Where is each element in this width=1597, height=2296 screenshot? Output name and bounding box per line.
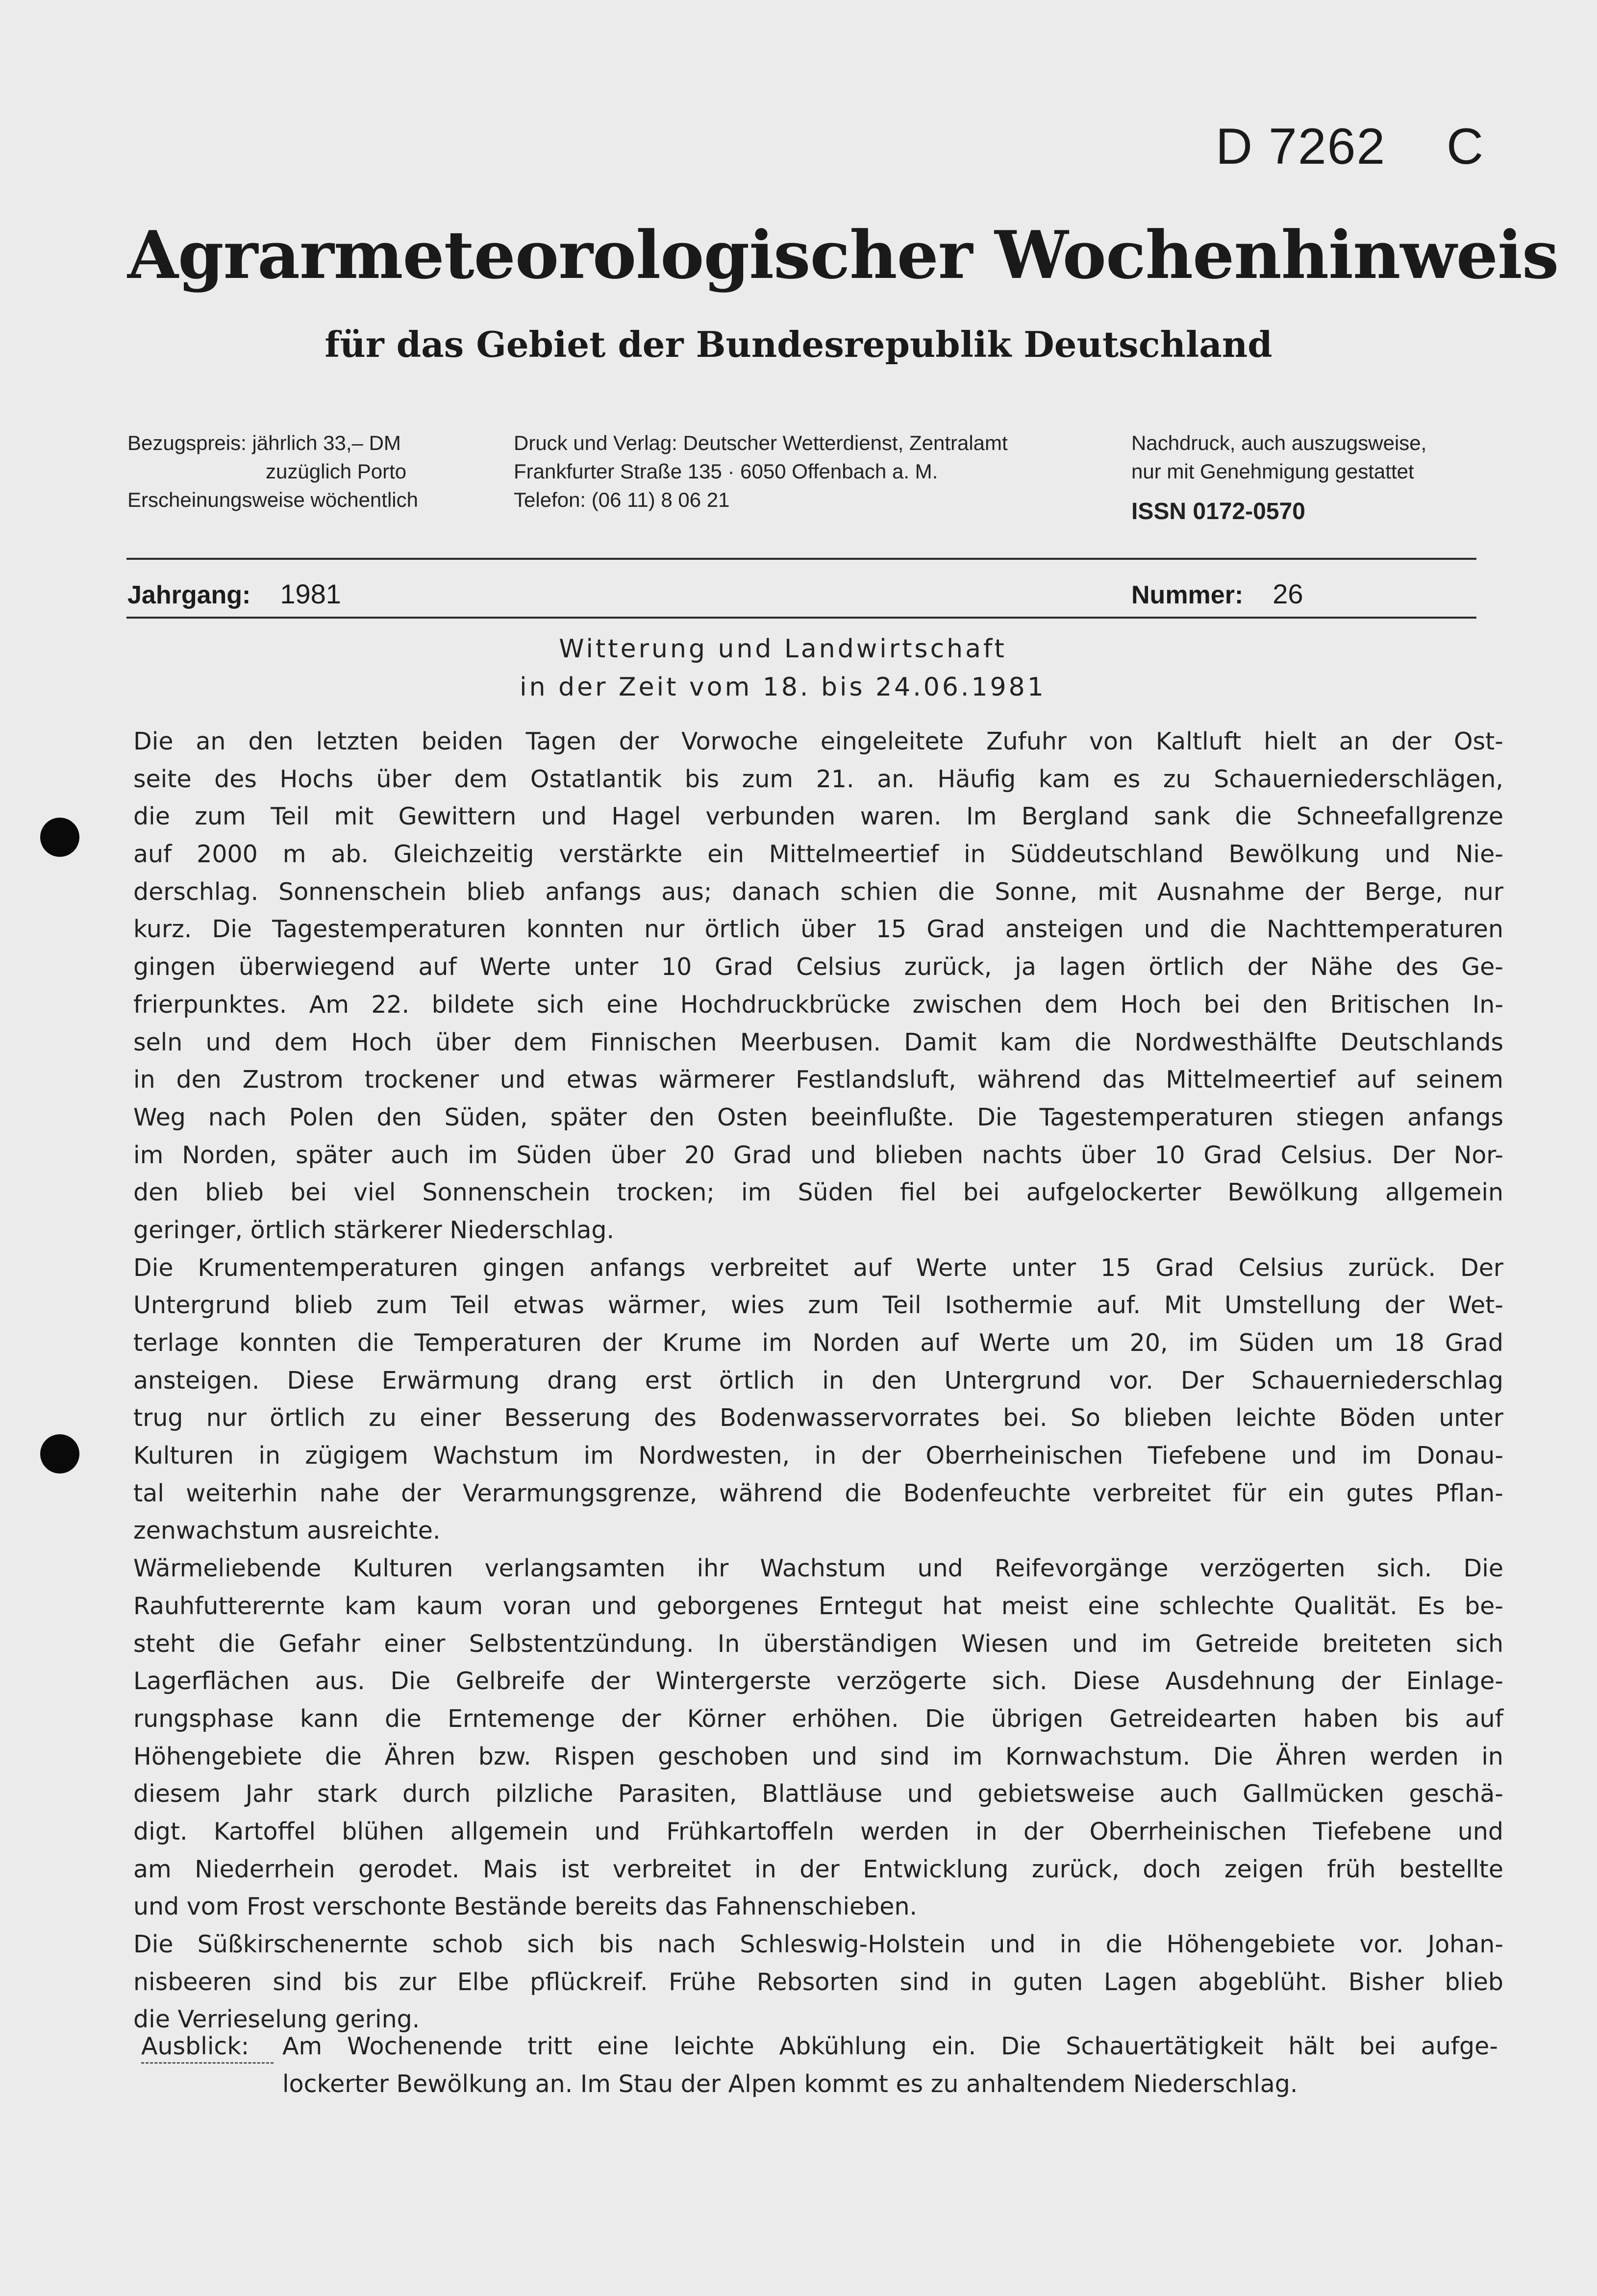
volume-label: Jahrgang: (127, 581, 251, 609)
section-title: Witterung und Landwirtschaft (559, 634, 1007, 664)
outlook-text (282, 2028, 1498, 2103)
permission-line: nur mit Genehmigung gestattet (1131, 460, 1414, 483)
body-line: Die Krumentemperaturen gingen anfangs verbreitet auf Werte unter 15 Grad Celsius zurück. Der (133, 1253, 1503, 1282)
body-line: den blieb bei viel Sonnenschein trocken; im Süden fiel bei aufgelockerter Bewölkung allgemein (133, 1178, 1503, 1207)
body-line: geringer, örtlich stärkerer Niederschlag. (133, 1216, 615, 1244)
outlook-label-underline (141, 2062, 274, 2064)
report-body (133, 723, 1503, 2039)
body-line: seite des Hochs über dem Ostatlantik bis zum 21. an. Häufig kam es zu Schauerniederschlägen, (133, 765, 1503, 793)
body-line: im Norden, später auch im Süden über 20 Grad und blieben nachts über 10 Grad Celsius. Der Nor- (133, 1141, 1503, 1169)
body-line: am Niederrhein gerodet. Mais ist verbreitet in der Entwicklung zurück, doch zeigen früh bestellte (133, 1855, 1503, 1883)
body-line: in den Zustrom trockener und etwas wärmerer Festlandsluft, während das Mittelmeertief auf seinem (133, 1066, 1503, 1094)
postage-line: zuzüglich Porto (266, 460, 407, 483)
header-rule-bottom (126, 617, 1476, 619)
issue-number-label: Nummer: (1131, 581, 1244, 609)
price-info (127, 429, 418, 514)
document-code: D 7262 C (1216, 118, 1485, 175)
outlook-line: Am Wochenende tritt eine leichte Abkühlung ein. Die Schauertätigkeit hält bei aufge- (282, 2032, 1498, 2060)
issue-number: 26 (1273, 578, 1303, 609)
issue-number-info (1131, 574, 1303, 615)
publisher-line: Druck und Verlag: Deutscher Wetterdienst, Zentralamt (514, 431, 1008, 454)
volume-info (127, 574, 341, 615)
body-line: gingen überwiegend auf Werte unter 10 Grad Celsius zurück, ja lagen örtlich der Nähe des Ge- (133, 953, 1503, 981)
reprint-line: Nachdruck, auch auszugsweise, (1131, 431, 1427, 454)
body-line: Die Süßkirschenernte schob sich bis nach Schleswig-Holstein und in die Höhengebiete vor. Johan- (133, 1930, 1503, 1958)
body-line: trug nur örtlich zu einer Besserung des Bodenwasservorrates bei. So blieben leichte Böden unter (133, 1404, 1503, 1432)
body-line: und vom Frost verschonte Bestände bereits das Fahnenschieben. (133, 1893, 918, 1921)
document-subtitle: für das Gebiet der Bundesrepublik Deutschland (324, 324, 1273, 365)
body-line: kurz. Die Tagestemperaturen konnten nur örtlich über 15 Grad ansteigen und die Nachttemperaturen (133, 915, 1503, 944)
header-rule-top (126, 558, 1476, 560)
price-line: Bezugspreis: jährlich 33,– DM (127, 431, 401, 454)
section-period: in der Zeit vom 18. bis 24.06.1981 (520, 673, 1046, 702)
body-line: rungsphase kann die Erntemenge der Körner erhöhen. Die übrigen Getreidearten haben bis auf (133, 1704, 1503, 1733)
punch-hole (40, 1434, 79, 1473)
body-line: Weg nach Polen den Süden, später den Osten beeinflußte. Die Tagestemperaturen stiegen anfangs (133, 1103, 1503, 1131)
body-line: die Verrieselung gering. (133, 2005, 420, 2034)
body-line: derschlag. Sonnenschein blieb anfangs aus; danach schien die Sonne, mit Ausnahme der Berge, nur (133, 877, 1503, 906)
volume-year: 1981 (280, 578, 341, 609)
body-line: tal weiterhin nahe der Verarmungsgrenze, während die Bodenfeuchte verbreitet für ein gutes Pflan- (133, 1479, 1503, 1507)
body-line: Höhengebiete die Ähren bzw. Rispen geschoben und sind im Kornwachstum. Die Ähren werden in (133, 1742, 1503, 1771)
body-line: auf 2000 m ab. Gleichzeitig verstärkte ein Mittelmeertief in Süddeutschland Bewölkung und Nie- (133, 840, 1503, 869)
body-line: terlage konnten die Temperaturen der Krume im Norden auf Werte um 20, im Süden um 18 Grad (133, 1329, 1503, 1357)
body-line: die zum Teil mit Gewittern und Hagel verbunden waren. Im Bergland sank die Schneefallgrenze (133, 802, 1503, 831)
body-line: nisbeeren sind bis zur Elbe pflückreif. Frühe Rebsorten sind in guten Lagen abgeblüht. Bisher blieb (133, 1968, 1503, 1996)
issn: ISSN 0172-0570 (1131, 499, 1305, 524)
body-line: digt. Kartoffel blühen allgemein und Frühkartoffeln werden in der Oberrheinischen Tiefebene und (133, 1817, 1503, 1846)
body-line: Rauhfutterernte kam kaum voran und geborgenes Erntegut hat meist eine schlechte Qualität. Es be- (133, 1592, 1503, 1620)
outlook-label: Ausblick: (141, 2032, 250, 2060)
phone-line: Telefon: (06 11) 8 06 21 (514, 488, 730, 511)
punch-hole (40, 818, 79, 857)
body-line: frierpunktes. Am 22. bildete sich eine Hochdruckbrücke zwischen dem Hoch bei den Britischen In- (133, 990, 1503, 1019)
body-line: Untergrund blieb zum Teil etwas wärmer, wies zum Teil Isothermie auf. Mit Umstellung der Wet- (133, 1291, 1503, 1320)
outlook-line: lockerter Bewölkung an. Im Stau der Alpen kommt es zu anhaltendem Niederschlag. (282, 2070, 1298, 2098)
publisher-info (514, 429, 1008, 514)
reprint-info (1131, 429, 1426, 526)
body-line: ansteigen. Diese Erwärmung drang erst örtlich in den Untergrund vor. Der Schauerniederschlag (133, 1366, 1503, 1395)
section-heading (0, 630, 1566, 706)
body-line: diesem Jahr stark durch pilzliche Parasiten, Blattläuse und gebietsweise auch Gallmücken geschä- (133, 1780, 1503, 1808)
frequency-line: Erscheinungsweise wöchentlich (127, 488, 418, 511)
body-line: steht die Gefahr einer Selbstentzündung. In überständigen Wiesen und im Getreide breiteten sich (133, 1629, 1503, 1658)
body-line: Wärmeliebende Kulturen verlangsamten ihr Wachstum und Reifevorgänge verzögerten sich. Die (133, 1554, 1503, 1583)
address-line: Frankfurter Straße 135 · 6050 Offenbach a. M. (514, 460, 938, 483)
document-title: Agrarmeteorologischer Wochenhinweis (127, 216, 1559, 294)
body-line: Lagerflächen aus. Die Gelbreife der Wintergerste verzögerte sich. Diese Ausdehnung der Einlage- (133, 1667, 1503, 1696)
body-line: Die an den letzten beiden Tagen der Vorwoche eingeleitete Zufuhr von Kaltluft hielt an der Ost- (133, 727, 1503, 755)
body-line: zenwachstum ausreichte. (133, 1517, 441, 1545)
body-line: seln und dem Hoch über dem Finnischen Meerbusen. Damit kam die Nordwesthälfte Deutschlands (133, 1028, 1503, 1056)
body-line: Kulturen in zügigem Wachstum im Nordwesten, in der Oberrheinischen Tiefebene und im Donau- (133, 1442, 1503, 1470)
